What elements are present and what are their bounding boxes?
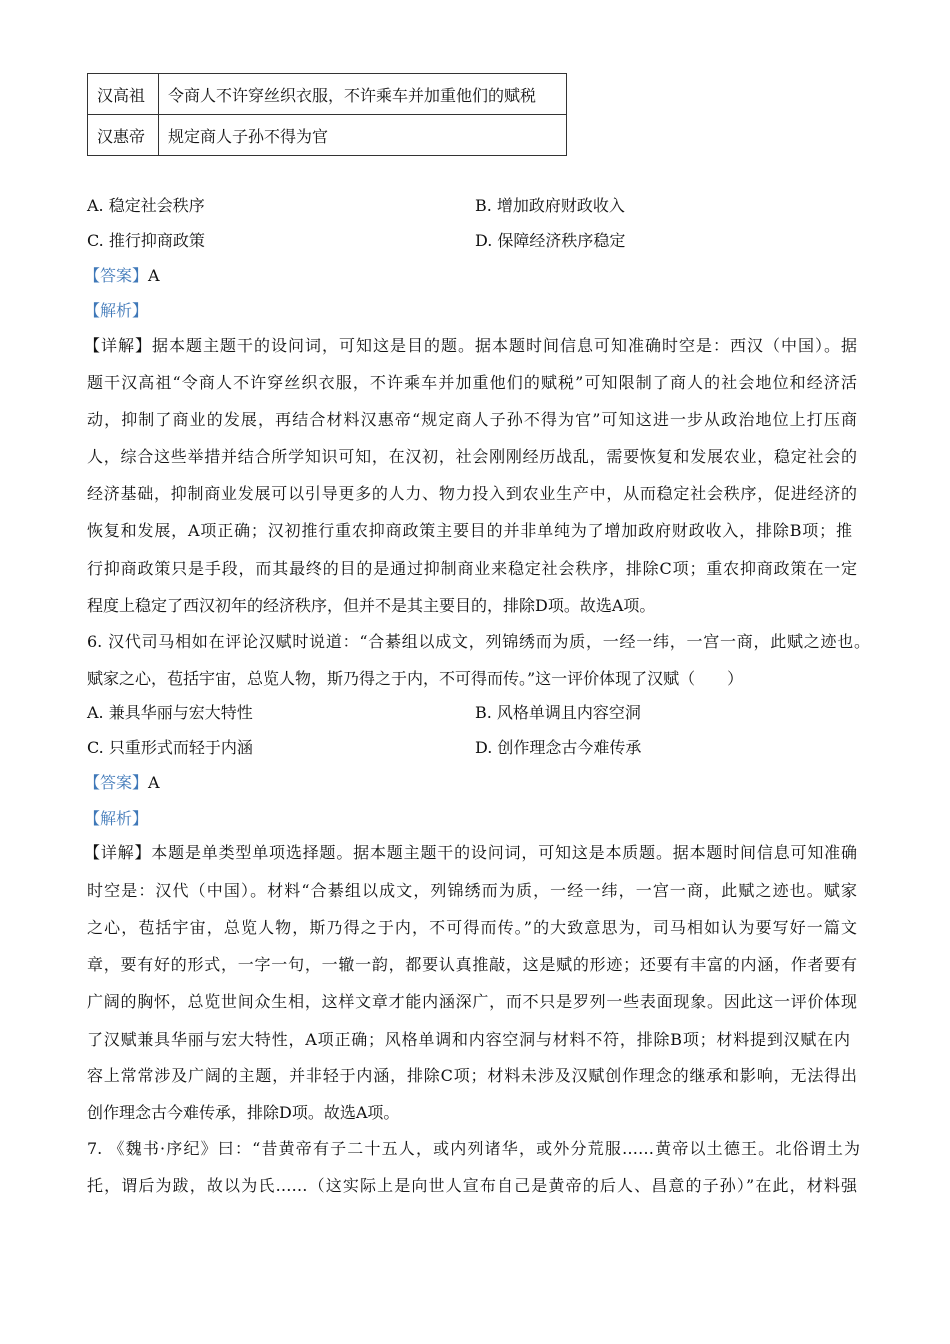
policy-table <box>87 73 567 156</box>
q6-detail-line: 广阔的胸怀，总览世间众生相，这样文章才能内涵深广，而不只是罗列一些表面现象。因此这一评价体现 <box>87 992 857 1011</box>
q6-analysis-label: 【解析】 <box>84 809 149 828</box>
detail-label: 【详解】 <box>84 843 152 862</box>
answer-value: A <box>148 773 160 792</box>
q6-stem-line: 6. 汉代司马相如在评论汉赋时说道：“合綦组以成文，列锦绣而为质，一经一纬，一宫一商，此赋之迹也。 <box>87 632 870 651</box>
q5-option-c: C. 推行抑商政策 <box>87 231 205 250</box>
q7-stem-line: 托，谓后为跋，故以为氏……（这实际上是向世人宣布自己是黄帝的后人、昌意的子孙）”在此，材料强 <box>87 1176 857 1195</box>
ruler-cell: 汉惠帝 <box>88 115 159 156</box>
q5-detail-line: 动，抑制了商业的发展，再结合材料汉惠帝“规定商人子孙不得为官”可知这进一步从政治地位上打压商 <box>87 410 857 429</box>
q7-stem-line: 7. 《魏书·序纪》曰：“昔黄帝有子二十五人，或内列诸华，或外分荒服……黄帝以土德王。北俗谓土为 <box>87 1139 860 1158</box>
q5-option-a: A. 稳定社会秩序 <box>87 196 205 215</box>
table-row <box>88 74 567 115</box>
ruler-cell: 汉高祖 <box>88 74 159 115</box>
q6-option-c: C. 只重形式而轻于内涵 <box>87 738 253 757</box>
q6-detail-line: 创作理念古今难传承，排除D项。故选A项。 <box>87 1103 400 1122</box>
q5-answer <box>84 265 854 287</box>
q5-detail-line <box>84 335 857 357</box>
q6-detail-line: 容上常常涉及广阔的主题，并非轻于内涵，排除C项；材料未涉及汉赋创作理念的继承和影响，无法得出 <box>87 1066 857 1085</box>
policy-cell: 规定商人子孙不得为官 <box>159 115 567 156</box>
policy-cell: 令商人不许穿丝织衣服，不许乘车并加重他们的赋税 <box>159 74 567 115</box>
q5-detail-line: 行抑商政策只是手段，而其最终的目的是通过抑制商业来稳定社会秩序，排除C项；重农抑商政策在一定 <box>87 559 857 578</box>
q6-detail-line: 章，要有好的形式，一字一句，一辙一韵，都要认真推敲，这是赋的形迹；还要有丰富的内涵，作者要有 <box>87 955 857 974</box>
answer-label: 【答案】 <box>84 773 149 792</box>
q5-option-b: B. 增加政府财政收入 <box>475 196 625 215</box>
q5-detail-line: 经济基础，抑制商业发展可以引导更多的人力、物力投入到农业生产中，从而稳定社会秩序，促进经济的 <box>87 484 857 503</box>
q5-detail-line: 人，综合这些举措并结合所学知识可知，在汉初，社会刚刚经历战乱，需要恢复和发展农业，稳定社会的 <box>87 447 857 466</box>
q6-detail-line: 了汉赋兼具华丽与宏大特性，A项正确；风格单调和内容空洞与材料不符，排除B项；材料提到汉赋在内 <box>87 1030 850 1049</box>
q6-detail-line: 时空是：汉代（中国）。材料“合綦组以成文，列锦绣而为质，一经一纬，一宫一商，此赋之迹也。赋家 <box>87 881 857 900</box>
detail-label: 【详解】 <box>84 336 152 355</box>
detail-text: 本题是单类型单项选择题。据本题主题干的设问词，可知这是本质题。据本题时间信息可知准确 <box>151 843 857 862</box>
answer-value: A <box>148 266 160 285</box>
q6-detail-line: 之心，苞括宇宙，总览人物，斯乃得之于内，不可得而传。”的大致意思为，司马相如认为要写好一篇文 <box>87 918 857 937</box>
table-row <box>88 115 567 156</box>
q5-detail-line: 程度上稳定了西汉初年的经济秩序，但并不是其主要目的，排除D项。故选A项。 <box>87 596 656 615</box>
q6-detail-line <box>84 842 857 864</box>
q5-detail-line: 题干汉高祖“令商人不许穿丝织衣服，不许乘车并加重他们的赋税”可知限制了商人的社会地位和经济活 <box>87 373 857 392</box>
q6-option-b: B. 风格单调且内容空洞 <box>475 703 641 722</box>
q5-analysis-label: 【解析】 <box>84 301 149 320</box>
q6-stem-line: 赋家之心，苞括宇宙，总览人物，斯乃得之于内，不可得而传。”这一评价体现了汉赋（ ） <box>87 669 744 688</box>
q5-detail-line: 恢复和发展，A项正确；汉初推行重农抑商政策主要目的并非单纯为了增加政府财政收入，排除B项；推 <box>87 521 852 540</box>
detail-text: 据本题主题干的设问词，可知这是目的题。据本题时间信息可知准确时空是：西汉（中国）。据 <box>152 336 857 355</box>
q6-answer <box>84 772 854 794</box>
q6-option-d: D. 创作理念古今难传承 <box>475 738 642 757</box>
q5-option-d: D. 保障经济秩序稳定 <box>475 231 626 250</box>
answer-label: 【答案】 <box>84 266 149 285</box>
q6-option-a: A. 兼具华丽与宏大特性 <box>87 703 253 722</box>
